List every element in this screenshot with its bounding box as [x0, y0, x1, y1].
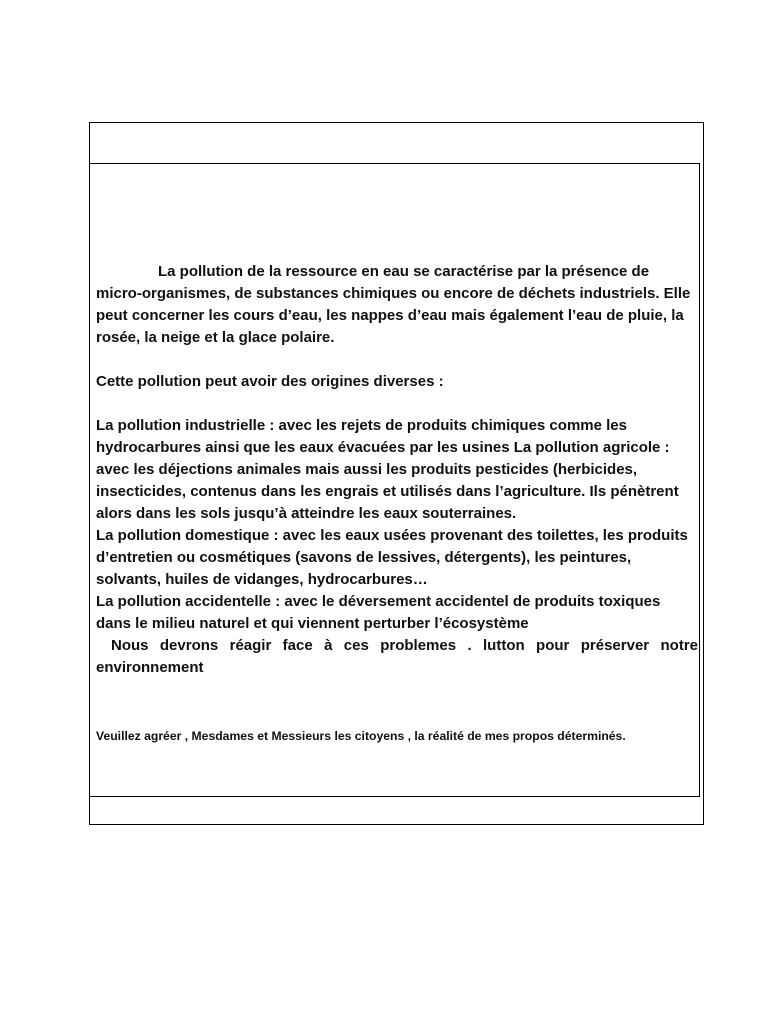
paragraph-gap	[96, 393, 698, 415]
intro-paragraph: La pollution de la ressource en eau se caractérise par la présence de micro-organismes, de substances chimiques ou encore de déchets industriels. Elle peut concerner les cours d’eau, les nappes d’eau mais également l’eau de pluie, la rosée, la neige et la glace polaire.	[96, 263, 691, 346]
accidental-pollution-paragraph: La pollution accidentelle : avec le déversement accidentel de produits toxiques dans le milieu naturel et qui viennent perturber l’écosystème	[96, 593, 661, 632]
origins-heading: Cette pollution peut avoir des origines diverses :	[96, 373, 444, 390]
call-to-action-paragraph: Nous devrons réagir face à ces problemes . lutton pour préserver notre environnement	[96, 637, 698, 676]
closing-line: Veuillez agréer , Mesdames et Messieurs les citoyens , la réalité de mes propos déterminés.	[96, 729, 626, 744]
domestic-pollution-paragraph: La pollution domestique : avec les eaux usées provenant des toilettes, les produits d’entretien ou cosmétiques (savons de lessives, détergents), les peintures, solvants, huiles de vidanges, hydrocarbures…	[96, 527, 688, 588]
industrial-pollution-paragraph: La pollution industrielle : avec les rejets de produits chimiques comme les hydrocarbures ainsi que les eaux évacuées par les usines La pollution agricole : avec les déjections animales mais aussi les produits pesticides (herbicides, insecticides, contenus dans les engrais et utilisés dans l’agriculture. Ils pénètrent alors dans les sols jusqu’à atteindre les eaux souterraines.	[96, 417, 679, 522]
document-body	[96, 261, 698, 679]
paragraph-gap	[96, 349, 698, 371]
